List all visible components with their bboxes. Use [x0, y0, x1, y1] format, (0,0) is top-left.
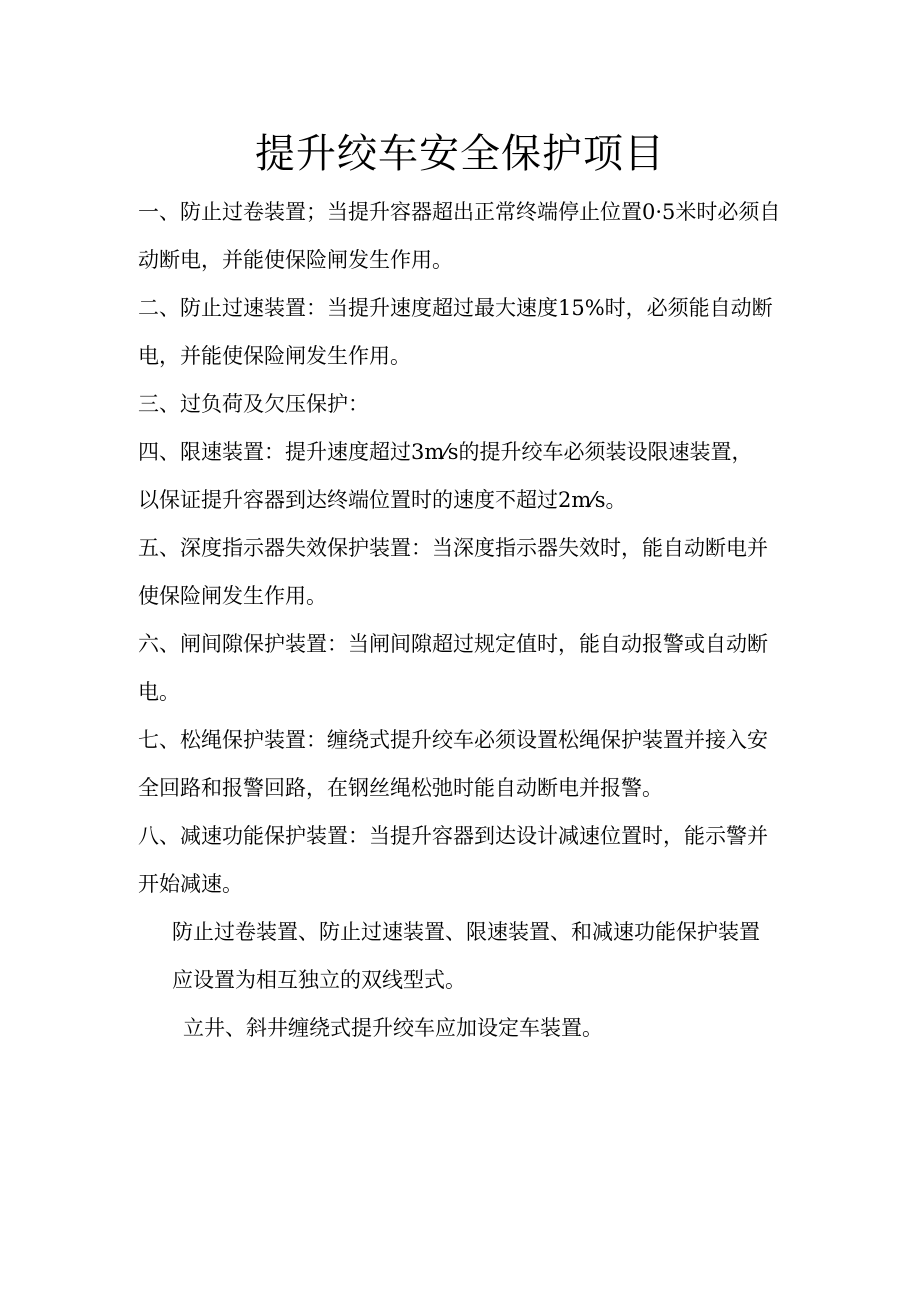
item-4 — [138, 428, 798, 524]
item-5 — [138, 524, 798, 620]
item-1-line-2: 动断电，并能使保险闸发生作用。 — [138, 248, 453, 272]
item-5-line-2: 使保险闸发生作用。 — [138, 584, 327, 608]
item-1-line-1: 一、防止过卷装置；当提升容器超出正常终端停止位置0·5米时必须自 — [138, 200, 781, 224]
item-3-line-1: 三、过负荷及欠压保护： — [138, 392, 369, 416]
item-7-line-1: 七、松绳保护装置：缠绕式提升绞车必须设置松绳保护装置并接入安 — [138, 728, 768, 752]
item-2 — [138, 284, 798, 380]
item-6-line-2: 电。 — [138, 680, 180, 704]
item-6 — [138, 620, 798, 716]
note-independent-dual-line — [138, 908, 798, 1004]
item-8-line-1: 八、减速功能保护装置：当提升容器到达设计减速位置时，能示警并 — [138, 824, 768, 848]
item-4-line-2: 以保证提升容器到达终端位置时的速度不超过2m⁄s。 — [138, 488, 627, 512]
note-car-stop-device — [138, 1004, 798, 1052]
item-4-line-1: 四、限速装置：提升速度超过3m⁄s的提升绞车必须装设限速装置， — [138, 440, 753, 464]
item-2-line-1: 二、防止过速装置：当提升速度超过最大速度15%时，必须能自动断 — [138, 296, 773, 320]
item-7-line-2: 全回路和报警回路，在钢丝绳松弛时能自动断电并报警。 — [138, 776, 663, 800]
item-5-line-1: 五、深度指示器失效保护装置：当深度指示器失效时，能自动断电并 — [138, 536, 768, 560]
document-body — [138, 188, 798, 1052]
note-1-line-2: 应设置为相互独立的双线型式。 — [172, 968, 466, 992]
note-1-line-1: 防止过卷装置、防止过速装置、限速装置、和减速功能保护装置 — [172, 920, 760, 944]
item-1 — [138, 188, 798, 284]
item-6-line-1: 六、闸间隙保护装置：当闸间隙超过规定值时，能自动报警或自动断 — [138, 632, 768, 656]
document-title: 提升绞车安全保护项目 — [255, 131, 665, 177]
item-8 — [138, 812, 798, 908]
item-2-line-2: 电，并能使保险闸发生作用。 — [138, 344, 411, 368]
item-7 — [138, 716, 798, 812]
item-8-line-2: 开始减速。 — [138, 872, 243, 896]
note-2-line-1: 立井、斜井缠绕式提升绞车应加设定车装置。 — [183, 1016, 603, 1040]
item-3 — [138, 380, 798, 428]
